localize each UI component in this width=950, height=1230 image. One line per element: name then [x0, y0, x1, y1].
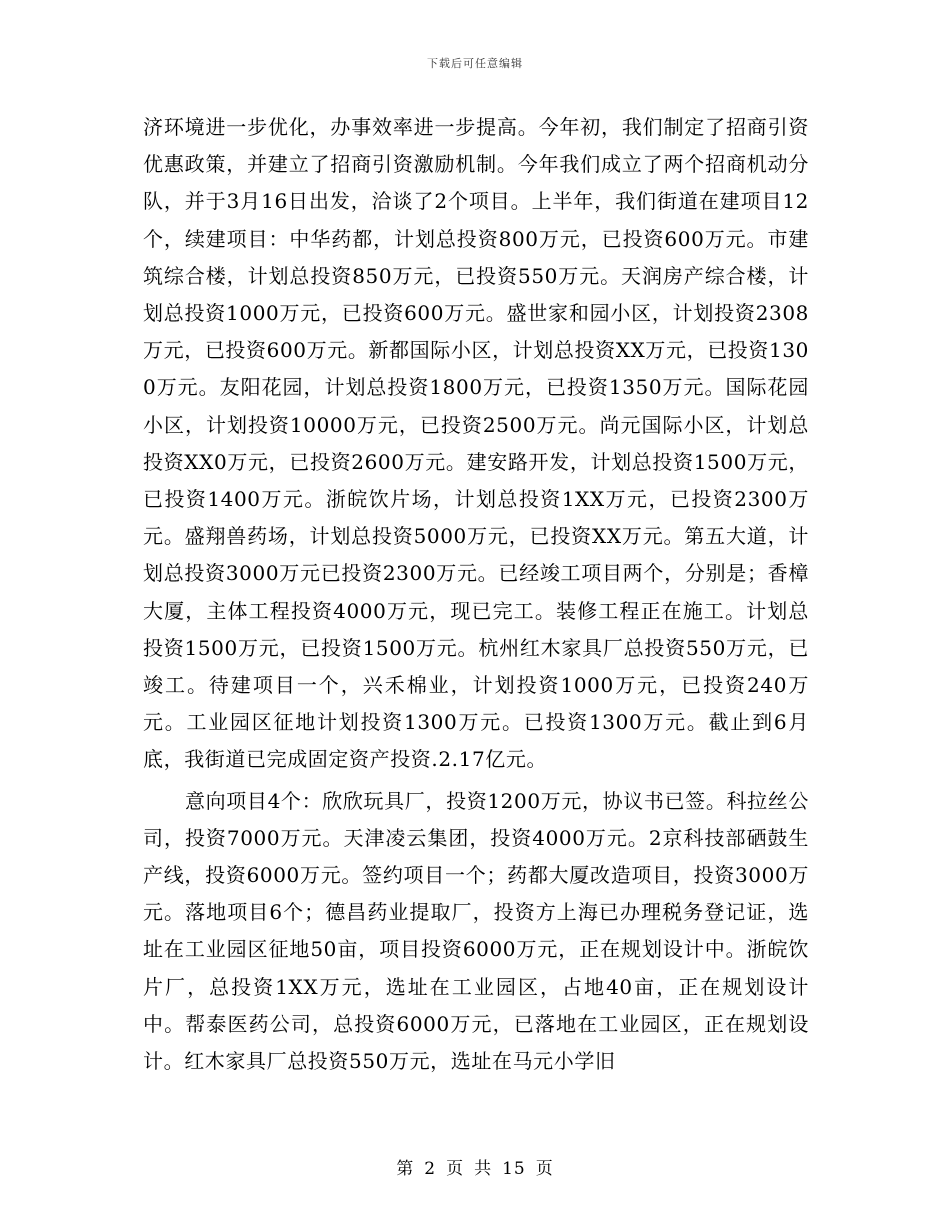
footer-middle: 页	[446, 1159, 465, 1179]
footer-total-pages: 15	[502, 1159, 526, 1179]
document-body	[143, 109, 809, 1080]
footer-current-page: 2	[424, 1159, 437, 1179]
paragraph-1: 济环境进一步优化，办事效率进一步提高。今年初，我们制定了招商引资优惠政策，并建立了招商引资激励机制。今年我们成立了两个招商机动分队，并于3月16日出发，洽谈了2个项目。上半年，我们街道在建项目12个，续建项目：中华药都，计划总投资800万元，已投资600万元。市建筑综合楼，计划总投资850万元，已投资550万元。天润房产综合楼，计划总投资1000万元，已投资600万元。盛世家和园小区，计划投资2308万元，已投资600万元。新都国际小区，计划总投资XX万元，已投资1300万元。友阳花园，计划总投资1800万元，已投资1350万元。国际花园小区，计划投资10000万元，已投资2500万元。尚元国际小区，计划总投资XX0万元，已投资2600万元。建安路开发，计划总投资1500万元，已投资1400万元。浙皖饮片场，计划总投资1XX万元，已投资2300万元。盛翔兽药场，计划总投资5000万元，已投资XX万元。第五大道，计划总投资3000万元已投资2300万元。已经竣工项目两个，分别是；香樟大厦，主体工程投资4000万元，现已完工。装修工程正在施工。计划总投资1500万元，已投资1500万元。杭州红木家具厂总投资550万元，已竣工。待建项目一个，兴禾棉业，计划投资1000万元，已投资240万元。工业园区征地计划投资1300万元。已投资1300万元。截止到6月底，我街道已完成固定资产投资.2.17亿元。	[143, 115, 809, 772]
page-number-footer	[0, 1154, 950, 1179]
paragraph-2: 意向项目4个：欣欣玩具厂，投资1200万元，协议书已签。科拉丝公司，投资7000万元。天津凌云集团，投资4000万元。2京科技部硒鼓生产线，投资6000万元。签约项目一个；药都大厦改造项目，投资3000万元。落地项目6个；德昌药业提取厂，投资方上海已办理税务登记证，选址在工业园区征地50亩，项目投资6000万元，正在规划设计中。浙皖饮片厂，总投资1XX万元，选址在工业园区，占地40亩，正在规划设计中。帮泰医药公司，总投资6000万元，已落地在工业园区，正在规划设计。红木家具厂总投资550万元，选址在马元小学旧	[143, 788, 809, 1074]
header-note: 下载后可任意编辑	[427, 57, 523, 70]
footer-suffix: 页	[535, 1159, 554, 1179]
footer-prefix: 第	[396, 1159, 415, 1179]
footer-joiner: 共	[474, 1159, 493, 1179]
